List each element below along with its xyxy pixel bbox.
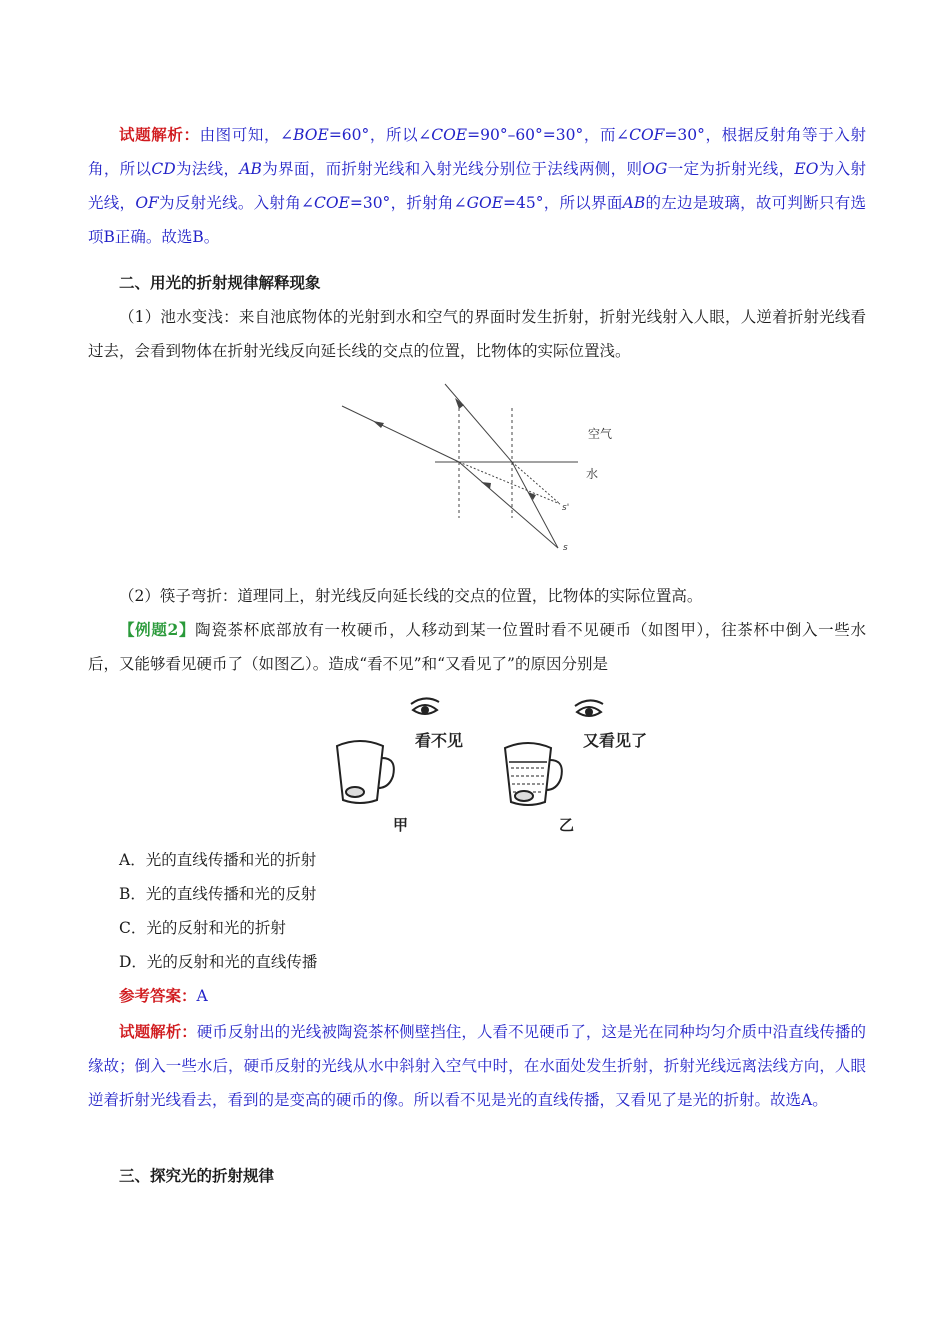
text-run: 为反射光线。入射角∠ — [158, 194, 314, 212]
answer-line — [119, 979, 208, 1013]
section-heading-2: 二、用光的折射规律解释现象 — [119, 273, 321, 292]
label-s: s — [563, 543, 568, 553]
text-run: =90°–60°=30°，而∠ — [467, 126, 630, 144]
ray-left-water — [459, 462, 558, 548]
angle-var: BOE — [293, 126, 329, 144]
option-d: D．光的反射和光的直线传播 — [119, 953, 318, 971]
arrow-right-air — [455, 398, 464, 409]
text-run: 的左边是玻璃，故可判断只有选项B正确。故选B。 — [88, 194, 866, 246]
line-var: OF — [135, 194, 159, 212]
angle-var: COE — [431, 126, 468, 144]
section-heading-3: 三、探究光的折射规律 — [119, 1166, 275, 1185]
answer-label: 参考答案： — [119, 986, 197, 1005]
answer-value: A — [196, 987, 208, 1005]
analysis2-text: 硬币反射出的光线被陶瓷茶杯侧壁挡住，人看不见硬币了，这是光在同种均匀介质中沿直线传播的缘故；倒入一些水后，硬币反射的光线从水中斜射入空气中时，在水面处发生折射，折射光线远离法线方向，人眼逆着折射光线看去，看到的是变高的硬币的像。所以看不见是光的直线传播，又看见了是光的折射。故选A。 — [88, 1023, 866, 1109]
cup-left — [337, 741, 394, 803]
example-tag: 【例题2】 — [119, 620, 196, 639]
text-run: 为法线， — [175, 160, 240, 178]
ray-right-water — [512, 462, 558, 548]
label-yi: 乙 — [559, 816, 575, 834]
eye-icon-left — [411, 698, 439, 714]
label-s-image: s' — [562, 503, 570, 513]
back-extension-right — [512, 462, 560, 504]
analysis-paragraph-1 — [88, 118, 866, 254]
text-run: 为入射光线， — [88, 160, 866, 212]
option-b: B．光的直线传播和光的反射 — [119, 885, 317, 903]
angle-var: COE — [313, 194, 350, 212]
ray-right-air — [445, 384, 512, 462]
caption-can-see-again: 又看见了 — [583, 731, 648, 750]
label-jia: 甲 — [393, 816, 409, 834]
label-water: 水 — [586, 467, 599, 481]
section2-item-1: （1）池水变浅：来自池底物体的光射到水和空气的界面时发生折射，折射光线射入人眼，人逆着折射光线看过去，会看到物体在折射光线反向延长线的交点的位置，比物体的实际位置浅。 — [88, 308, 866, 360]
analysis-paragraph-2 — [88, 1015, 866, 1117]
line-var: EO — [794, 160, 819, 178]
arrow-left-air — [373, 421, 384, 428]
analysis-label: 试题解析： — [119, 125, 200, 144]
cup-right — [505, 743, 562, 805]
line-var: OG — [642, 160, 668, 178]
text-run: =30°，折射角∠ — [349, 194, 467, 212]
text-run: 一定为折射光线， — [667, 160, 795, 178]
option-c: C．光的反射和光的折射 — [119, 919, 286, 937]
line-var: CD — [151, 160, 176, 178]
eye-icon-right — [575, 700, 603, 716]
example2-paragraph — [88, 613, 866, 681]
text-run: =60°，所以∠ — [328, 126, 432, 144]
cups-figure — [325, 688, 655, 840]
angle-var: GOE — [466, 194, 504, 212]
example2-text: 陶瓷茶杯底部放有一枚硬币，人移动到某一位置时看不见硬币（如图甲），往茶杯中倒入一些水后，又能够看见硬币了（如图乙）。造成“看不见”和“又看见了”的原因分别是 — [88, 621, 866, 673]
arrow-left-water — [481, 482, 491, 489]
angle-var: COF — [629, 126, 665, 144]
caption-cannot-see: 看不见 — [415, 731, 464, 750]
text-run: 由图可知，∠ — [199, 126, 294, 144]
section2-item-2: （2）筷子弯折：道理同上，射光线反向延长线的交点的位置，比物体的实际位置高。 — [119, 587, 703, 605]
text-run: =30°，根据反射角等于入射角，所以 — [88, 126, 866, 178]
line-var: AB — [622, 194, 646, 212]
back-extension-left — [459, 462, 560, 504]
option-a: A．光的直线传播和光的折射 — [119, 851, 317, 869]
label-air: 空气 — [588, 427, 613, 441]
refraction-diagram — [330, 378, 620, 558]
ray-left-air — [342, 406, 459, 462]
text-run: 为界面，而折射光线和入射光线分别位于法线两侧，则 — [261, 160, 643, 178]
analysis-label: 试题解析： — [119, 1022, 197, 1041]
line-var: AB — [239, 160, 262, 178]
text-run: =45°，所以界面 — [503, 194, 623, 212]
